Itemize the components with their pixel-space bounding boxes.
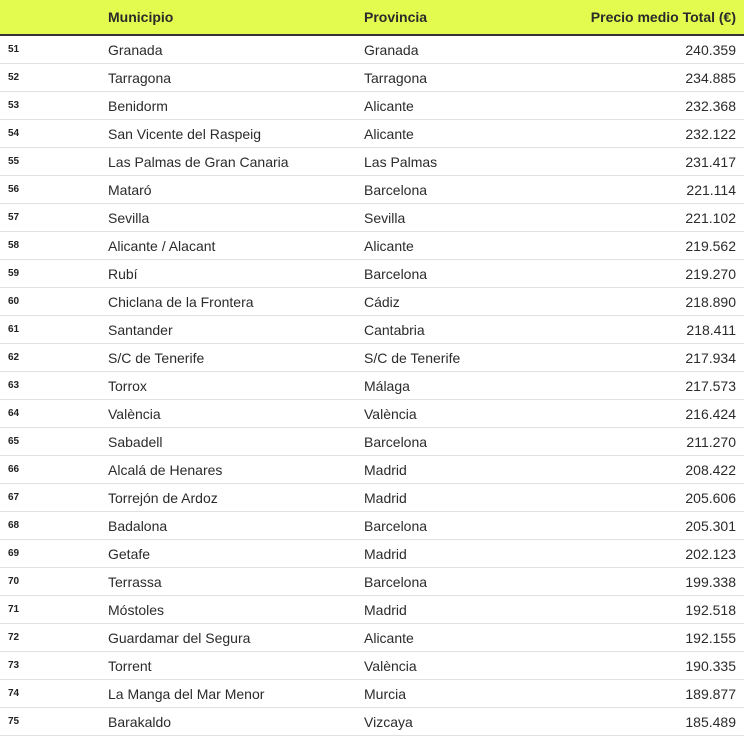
precio-cell: 217.573 — [685, 377, 736, 394]
header-municipio[interactable]: Municipio — [108, 9, 174, 25]
rank-cell: 71 — [8, 604, 20, 615]
precio-cell: 216.424 — [685, 405, 736, 422]
rank-cell: 59 — [8, 268, 20, 279]
rank-cell: 66 — [8, 464, 20, 475]
table-row — [0, 204, 744, 232]
municipio-cell: Badalona — [108, 517, 168, 534]
table-row — [0, 92, 744, 120]
precio-cell: 192.518 — [685, 601, 736, 618]
provincia-cell: Madrid — [364, 489, 407, 506]
municipio-cell: Sevilla — [108, 209, 150, 226]
provincia-cell: Barcelona — [364, 517, 428, 534]
provincia-cell: València — [364, 657, 417, 674]
precio-cell: 189.877 — [685, 685, 736, 702]
table-row — [0, 400, 744, 428]
rank-cell: 65 — [8, 436, 20, 447]
municipio-cell: Tarragona — [108, 69, 172, 86]
municipio-cell: Getafe — [108, 545, 151, 562]
rank-cell: 62 — [8, 352, 20, 363]
provincia-cell: Barcelona — [364, 433, 428, 450]
table-row — [0, 484, 744, 512]
table-row — [0, 120, 744, 148]
rank-cell: 57 — [8, 212, 20, 223]
precio-cell: 208.422 — [685, 461, 736, 478]
municipio-cell: Guardamar del Segura — [108, 629, 251, 646]
rank-cell: 74 — [8, 688, 20, 699]
rank-cell: 67 — [8, 492, 20, 503]
rank-cell: 51 — [8, 44, 20, 55]
rank-cell: 68 — [8, 520, 20, 531]
precio-cell: 218.890 — [685, 293, 736, 310]
precio-cell: 232.368 — [685, 97, 736, 114]
precio-cell: 205.301 — [685, 517, 736, 534]
rank-cell: 63 — [8, 380, 20, 391]
table-row — [0, 428, 744, 456]
table-row — [0, 316, 744, 344]
precio-cell: 240.359 — [685, 41, 736, 58]
municipio-cell: Alicante / Alacant — [108, 237, 216, 254]
table-row — [0, 708, 744, 736]
provincia-cell: Madrid — [364, 545, 407, 562]
precio-cell: 221.114 — [686, 181, 736, 198]
table-row — [0, 456, 744, 484]
table-row — [0, 568, 744, 596]
municipio-cell: S/C de Tenerife — [108, 349, 205, 366]
municipio-cell: Santander — [108, 321, 173, 338]
table-body — [0, 36, 744, 736]
rank-cell: 72 — [8, 632, 20, 643]
provincia-cell: Alicante — [364, 97, 414, 114]
table-row — [0, 176, 744, 204]
municipio-cell: Chiclana de la Frontera — [108, 293, 254, 310]
precio-cell: 205.606 — [685, 489, 736, 506]
municipio-cell: Torrejón de Ardoz — [108, 489, 218, 506]
table-row — [0, 260, 744, 288]
precio-cell: 192.155 — [685, 629, 736, 646]
municipio-cell: San Vicente del Raspeig — [108, 125, 262, 142]
provincia-cell: Vizcaya — [364, 713, 413, 730]
precio-cell: 202.123 — [685, 545, 736, 562]
table-row — [0, 624, 744, 652]
precio-cell: 217.934 — [685, 349, 736, 366]
precio-cell: 185.489 — [685, 713, 736, 730]
municipio-cell: Terrassa — [108, 573, 162, 590]
provincia-cell: València — [364, 405, 417, 422]
rank-cell: 58 — [8, 240, 20, 251]
municipio-cell: Barakaldo — [108, 713, 172, 730]
table-row — [0, 288, 744, 316]
provincia-cell: Tarragona — [364, 69, 428, 86]
rank-cell: 53 — [8, 100, 20, 111]
provincia-cell: Cantabria — [364, 321, 425, 338]
precio-cell: 234.885 — [685, 69, 736, 86]
provincia-cell: Barcelona — [364, 181, 428, 198]
table-row — [0, 36, 744, 64]
provincia-cell: Granada — [364, 41, 419, 58]
rank-cell: 60 — [8, 296, 20, 307]
municipio-cell: Benidorm — [108, 97, 168, 114]
rank-cell: 56 — [8, 184, 20, 195]
table-row — [0, 512, 744, 540]
provincia-cell: Barcelona — [364, 265, 428, 282]
header-precio[interactable]: Precio medio Total (€) — [590, 9, 736, 25]
table-header — [0, 0, 744, 36]
provincia-cell: Murcia — [364, 685, 407, 702]
precio-cell: 232.122 — [685, 125, 736, 142]
municipio-cell: La Manga del Mar Menor — [108, 685, 265, 702]
provincia-cell: Madrid — [364, 601, 407, 618]
table-row — [0, 232, 744, 260]
provincia-cell: Cádiz — [364, 293, 400, 310]
municipio-cell: Alcalá de Henares — [108, 461, 223, 478]
provincia-cell: Alicante — [364, 237, 414, 254]
precio-cell: 199.338 — [685, 573, 736, 590]
table-row — [0, 372, 744, 400]
precio-cell: 219.562 — [685, 237, 736, 254]
provincia-cell: Alicante — [364, 125, 414, 142]
rank-cell: 73 — [8, 660, 20, 671]
provincia-cell: Málaga — [364, 377, 410, 394]
municipio-cell: Móstoles — [108, 601, 165, 618]
municipio-cell: Mataró — [108, 181, 152, 198]
table-row — [0, 64, 744, 92]
table-row — [0, 148, 744, 176]
rank-cell: 75 — [8, 716, 20, 727]
provincia-cell: Barcelona — [364, 573, 428, 590]
table-row — [0, 596, 744, 624]
precio-cell: 218.411 — [686, 321, 736, 338]
municipio-cell: Las Palmas de Gran Canaria — [108, 153, 289, 170]
rank-cell: 70 — [8, 576, 20, 587]
provincia-cell: Alicante — [364, 629, 414, 646]
rank-cell: 55 — [8, 156, 20, 167]
provincia-cell: Madrid — [364, 461, 407, 478]
precio-cell: 190.335 — [685, 657, 736, 674]
table-row — [0, 680, 744, 708]
provincia-cell: Las Palmas — [364, 153, 438, 170]
header-provincia[interactable]: Provincia — [364, 9, 428, 25]
rank-cell: 69 — [8, 548, 20, 559]
municipio-cell: Rubí — [108, 265, 138, 282]
precio-cell: 231.417 — [685, 153, 736, 170]
table-row — [0, 344, 744, 372]
municipio-cell: Granada — [108, 41, 163, 58]
table-row — [0, 652, 744, 680]
municipio-cell: València — [108, 405, 161, 422]
rank-cell: 54 — [8, 128, 20, 139]
precio-cell: 211.270 — [686, 433, 736, 450]
precio-cell: 219.270 — [685, 265, 736, 282]
rank-cell: 52 — [8, 72, 20, 83]
rank-cell: 61 — [8, 324, 20, 335]
municipio-cell: Torrent — [108, 657, 152, 674]
municipio-cell: Sabadell — [108, 433, 163, 450]
precio-cell: 221.102 — [685, 209, 736, 226]
municipio-cell: Torrox — [108, 377, 147, 394]
rank-cell: 64 — [8, 408, 20, 419]
table-row — [0, 540, 744, 568]
provincia-cell: S/C de Tenerife — [364, 349, 461, 366]
provincia-cell: Sevilla — [364, 209, 406, 226]
